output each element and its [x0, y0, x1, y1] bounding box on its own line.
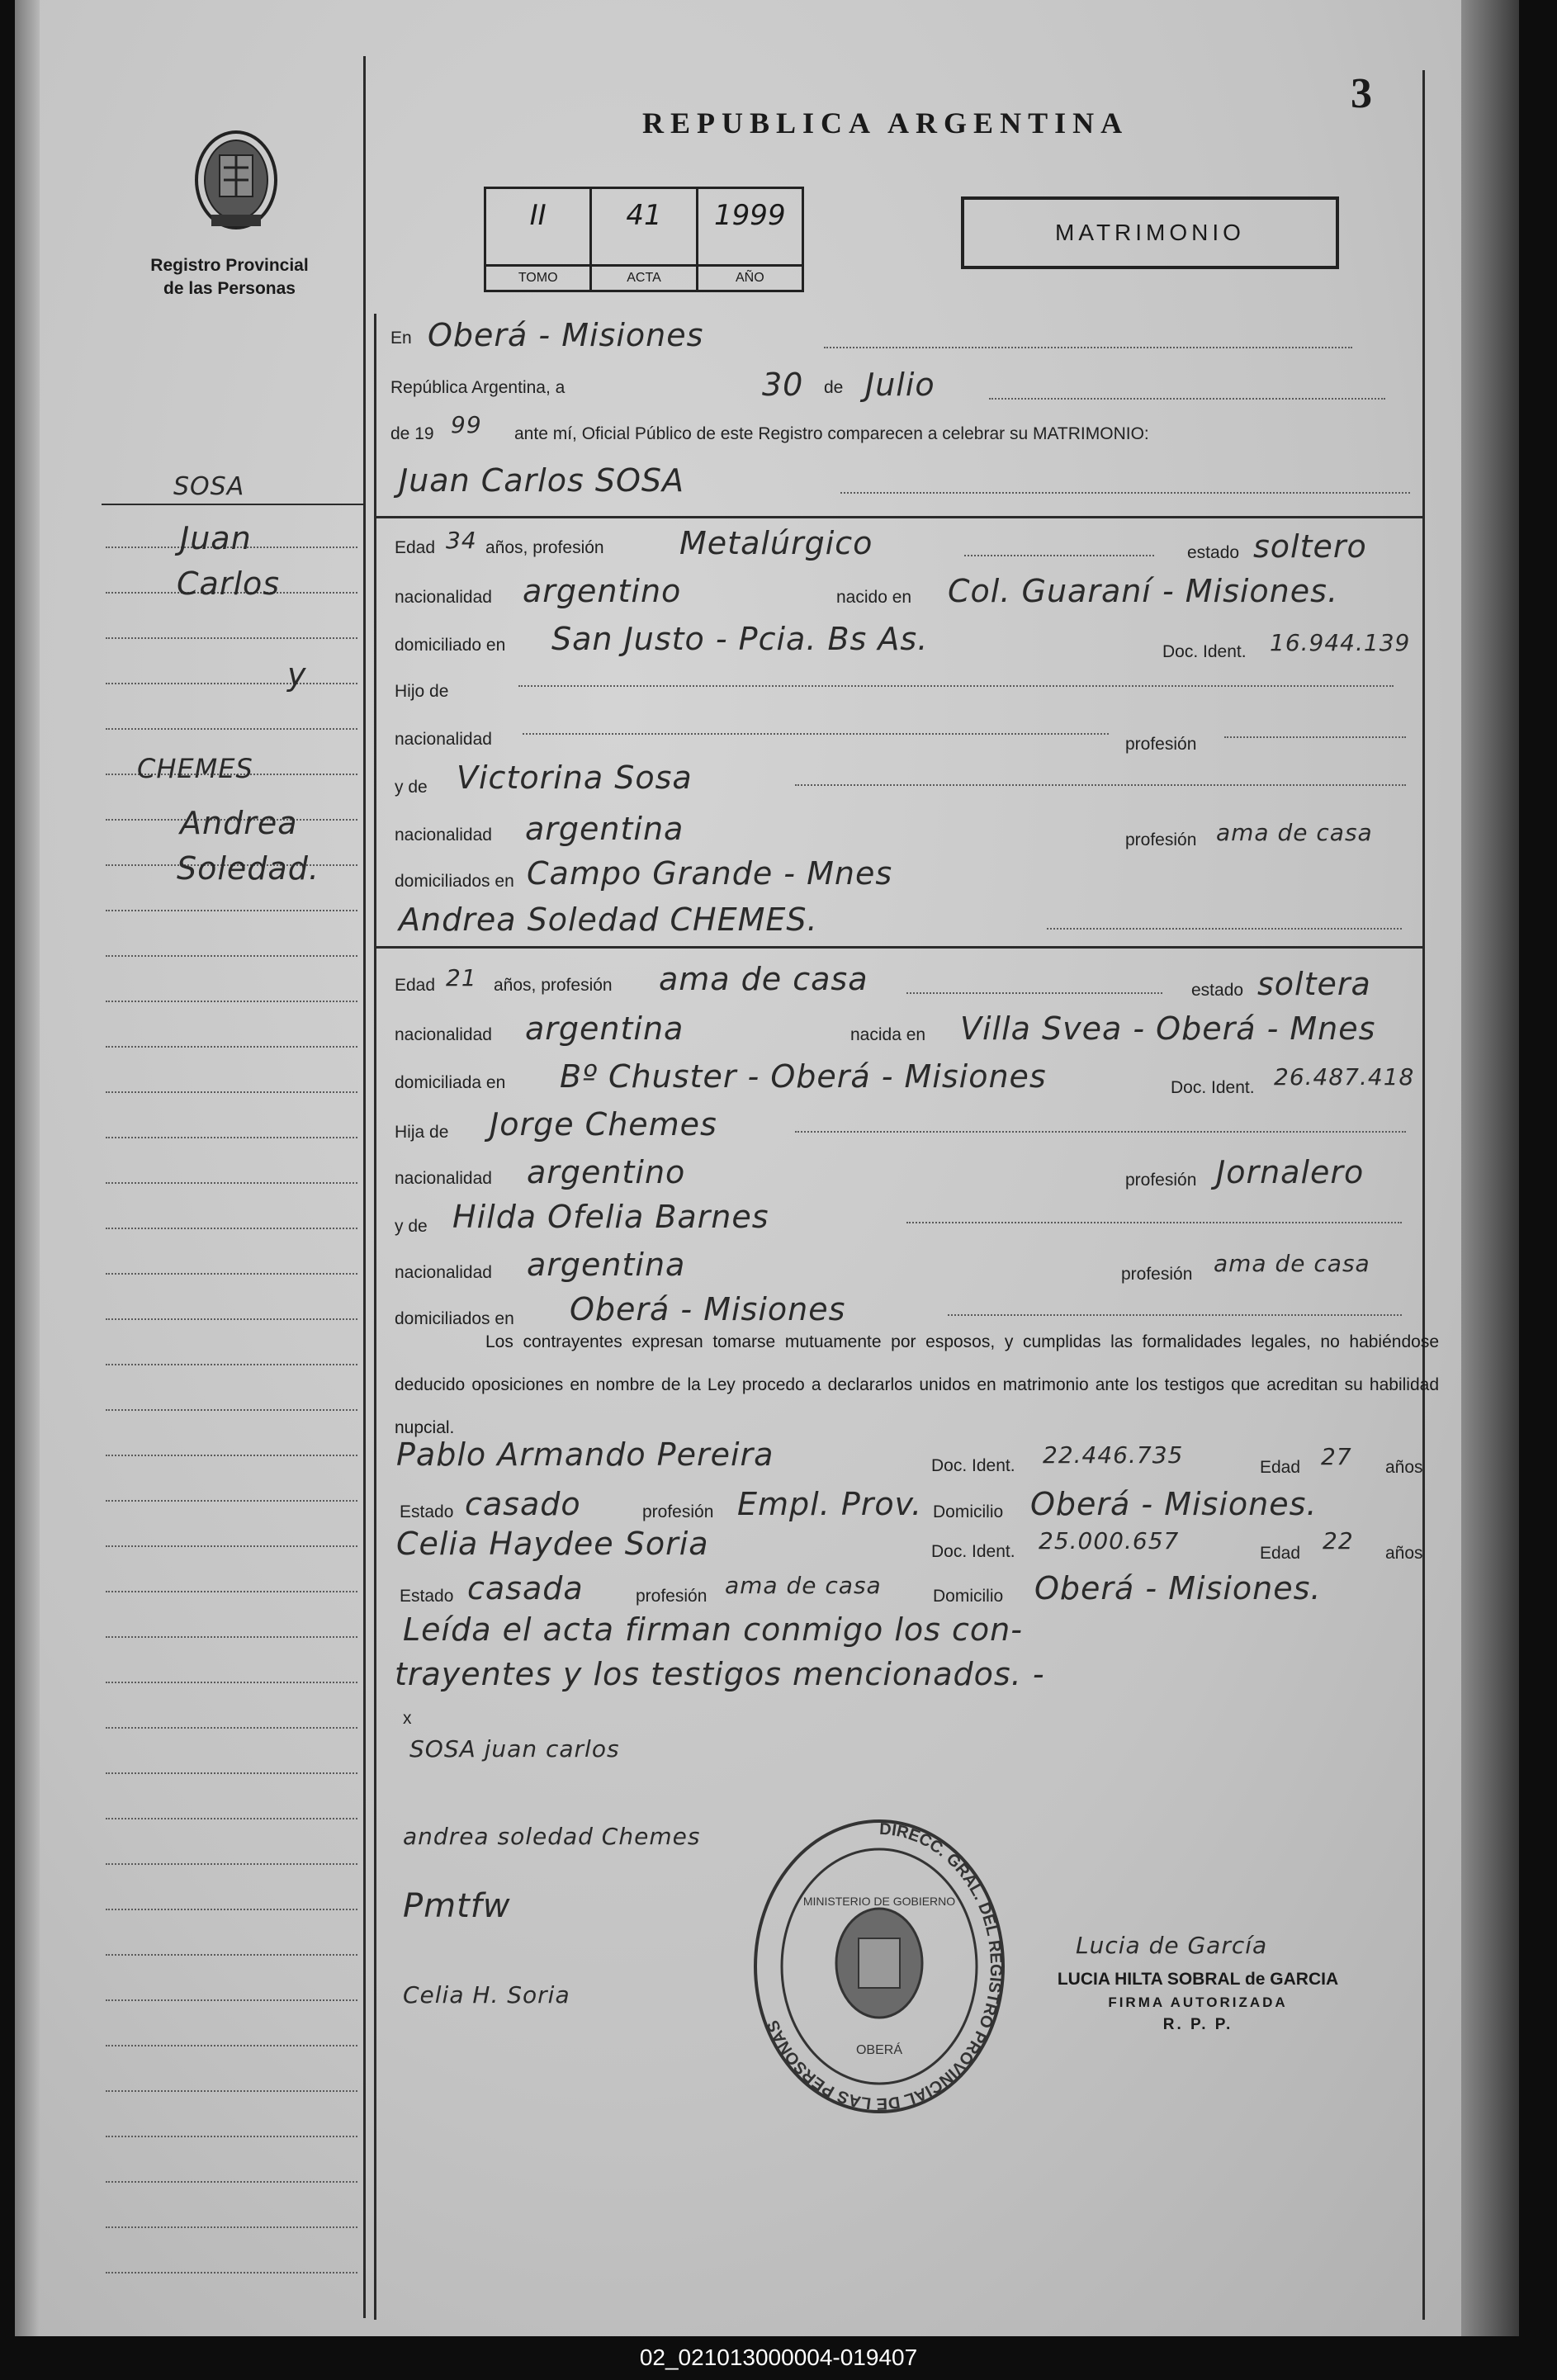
margin-rule-line	[106, 2181, 357, 2183]
groom-profession-dots	[964, 555, 1154, 556]
margin-rule-line	[106, 1772, 357, 1774]
bride-nac3-label: nacionalidad	[395, 1263, 492, 1282]
misiones-crest-icon	[187, 122, 286, 238]
margin-rule-line	[106, 637, 357, 639]
margin-rule-line	[106, 1046, 357, 1048]
bride-full-name: Andrea Soledad CHEMES.	[399, 901, 818, 938]
groom-domicile: San Justo - Pcia. Bs As.	[551, 621, 929, 657]
groom-estado: soltero	[1253, 528, 1367, 565]
groom-edad-label: Edad	[395, 538, 436, 557]
margin-connector: y	[287, 656, 307, 693]
groom-mother-nationality: argentina	[525, 811, 684, 847]
bride-prof-label: profesión	[1125, 1171, 1197, 1190]
witness-2-estado: casada	[467, 1570, 584, 1606]
groom-yde-label: y de	[395, 778, 428, 797]
intro-text: ante mí, Oficial Público de este Registro comparecen a celebrar su MATRIMONIO:	[514, 424, 1149, 443]
groom-estado-label: estado	[1187, 543, 1240, 562]
ano-cell	[698, 189, 802, 290]
witness-1-edad-label: Edad	[1260, 1458, 1301, 1477]
groom-nacido-label: nacido en	[836, 588, 912, 607]
margin-rule-line	[106, 1727, 357, 1729]
groom-profession: Metalúrgico	[679, 525, 873, 561]
seal-inner-text: MINISTERIO DE GOBIERNO	[802, 1895, 956, 1908]
groom-mother: Victorina Sosa	[457, 759, 693, 796]
closing-line-2: trayentes y los testigos mencionados. -	[395, 1656, 1045, 1692]
groom-father-dots	[518, 685, 1394, 687]
bride-father-profession: Jornalero	[1216, 1154, 1365, 1190]
place-dots	[824, 347, 1352, 348]
bride-doms-label: domiciliados en	[395, 1309, 514, 1328]
bride-yde-label: y de	[395, 1217, 428, 1236]
margin-rule-line	[106, 1318, 357, 1320]
witness-1-signature: Pmtfw	[403, 1887, 511, 1925]
groom-hijo-label: Hijo de	[395, 682, 449, 701]
bride-nationality: argentina	[525, 1010, 684, 1047]
witness-1-estado: casado	[465, 1486, 581, 1522]
witness-1-dom-label: Domicilio	[933, 1502, 1004, 1521]
groom-signature: SOSA juan carlos	[409, 1735, 620, 1763]
registry-seal-icon	[748, 1815, 1010, 2118]
witness-2-anos-label: años	[1385, 1544, 1423, 1563]
margin-bride-name-1: Andrea	[180, 805, 298, 841]
witness-2-name: Celia Haydee Soria	[396, 1526, 709, 1562]
ano-value: 1999	[714, 199, 786, 232]
witness-1-age: 27	[1321, 1443, 1352, 1470]
margin-groom-name-2: Carlos	[177, 565, 281, 602]
witness-1-prof-label: profesión	[642, 1502, 714, 1521]
margin-rule-line	[106, 2226, 357, 2228]
witness-2-estado-label: Estado	[400, 1587, 454, 1606]
tomo-label: TOMO	[486, 264, 589, 290]
bride-estado: soltera	[1257, 966, 1371, 1002]
groom-father-prof-dots	[1224, 736, 1406, 738]
bride-profession: ama de casa	[659, 961, 868, 997]
bride-domicile: Bº Chuster - Oberá - Misiones	[560, 1058, 1047, 1095]
margin-top-rule	[102, 504, 364, 505]
groom-doc-label: Doc. Ident.	[1162, 642, 1247, 661]
bride-edad-label: Edad	[395, 976, 436, 995]
tomo-value: II	[529, 199, 547, 232]
groom-full-name: Juan Carlos SOSA	[399, 462, 685, 499]
record-type-box: MATRIMONIO	[961, 196, 1339, 269]
acta-cell	[592, 189, 698, 290]
bride-mother-nationality: argentina	[527, 1247, 686, 1283]
bride-signature: andrea soledad Chemes	[403, 1823, 701, 1850]
de-label: de	[824, 378, 844, 397]
book-spine-edge	[1461, 0, 1519, 2336]
margin-rule-line	[106, 1364, 357, 1365]
republica-label: República Argentina, a	[390, 378, 566, 397]
witness-2-signature: Celia H. Soria	[403, 1981, 570, 2009]
margin-groom-name-1: Juan	[180, 520, 252, 556]
bride-parents-domicile: Oberá - Misiones	[570, 1291, 846, 1327]
margin-rule-line	[106, 910, 357, 911]
year-prefix: de 19	[390, 424, 434, 443]
groom-birthplace: Col. Guaraní - Misiones.	[948, 573, 1339, 609]
witness-2-doc: 25.000.657	[1039, 1527, 1180, 1554]
bride-father: Jorge Chemes	[490, 1106, 717, 1143]
margin-rule	[363, 56, 366, 2318]
en-label: En	[390, 329, 412, 348]
margin-rule-line	[106, 1409, 357, 1411]
groom-nationality: argentino	[523, 573, 682, 609]
tomo-cell	[486, 189, 592, 290]
witness-2-domicile: Oberá - Misiones.	[1034, 1570, 1322, 1606]
groom-parents-domicile: Campo Grande - Mnes	[527, 855, 893, 892]
groom-father-nat-dots	[523, 733, 1109, 735]
record-box	[484, 187, 804, 292]
margin-bride-name-2: Soledad.	[177, 850, 319, 887]
officer-block	[1037, 1970, 1359, 2034]
witness-1-name: Pablo Armando Pereira	[396, 1436, 774, 1473]
bride-age: 21	[446, 964, 477, 991]
margin-rule-inner	[374, 314, 376, 2320]
bride-mother: Hilda Ofelia Barnes	[452, 1199, 769, 1235]
bride-estado-label: estado	[1191, 981, 1244, 1000]
groom-dom-label: domiciliado en	[395, 636, 506, 655]
bride-section-rule	[374, 946, 1422, 949]
margin-rule-line	[106, 1545, 357, 1547]
bride-nac-label: nacionalidad	[395, 1025, 492, 1044]
signature-mark: x	[403, 1709, 412, 1728]
year-suffix: 99	[451, 411, 482, 438]
acta-label: ACTA	[592, 264, 695, 290]
margin-rule-line	[106, 1273, 357, 1275]
margin-rule-line	[106, 1137, 357, 1138]
seal-bottom-text: OBERÁ	[855, 2043, 903, 2057]
groom-mother-profession: ama de casa	[1216, 819, 1373, 846]
groom-mother-dots	[795, 784, 1406, 786]
bride-name-dots	[1047, 928, 1402, 930]
witness-1-domicile: Oberá - Misiones.	[1030, 1486, 1318, 1522]
margin-rule-line	[106, 1091, 357, 1093]
groom-nac3-label: nacionalidad	[395, 826, 492, 845]
acta-value: 41	[626, 199, 662, 232]
bride-birthplace: Villa Svea - Oberá - Mnes	[960, 1010, 1376, 1047]
witness-2-prof-label: profesión	[636, 1587, 708, 1606]
margin-rule-line	[106, 955, 357, 957]
margin-rule-line	[106, 1636, 357, 1638]
groom-nac2-label: nacionalidad	[395, 730, 492, 749]
margin-rule-line	[106, 1682, 357, 1683]
margin-rule-line	[106, 2272, 357, 2274]
margin-rule-line	[106, 1863, 357, 1865]
groom-prof-label: profesión	[1125, 735, 1197, 754]
margin-rule-line	[106, 1500, 357, 1502]
margin-rule-line	[106, 1954, 357, 1956]
margin-rule-line	[106, 2136, 357, 2137]
bride-father-dots	[795, 1131, 1406, 1133]
officer-signature: Lucia de García	[1076, 1932, 1268, 1959]
margin-bride-surname: CHEMES	[137, 753, 253, 784]
margin-rule-line	[106, 1455, 357, 1456]
registry-name: Registro Provincial de las Personas	[150, 256, 309, 298]
page-left-edge	[15, 0, 40, 2336]
margin-groom-surname: SOSA	[173, 472, 245, 501]
groom-age: 34	[446, 527, 477, 554]
day-value: 30	[762, 367, 804, 403]
bride-doc: 26.487.418	[1274, 1063, 1415, 1091]
groom-doms-label: domiciliados en	[395, 872, 514, 891]
bride-mother-dots	[906, 1222, 1402, 1223]
witness-2-edad-label: Edad	[1260, 1544, 1301, 1563]
groom-prof2-label: profesión	[1125, 830, 1197, 849]
witness-2-profession: ama de casa	[725, 1572, 882, 1599]
bride-nac2-label: nacionalidad	[395, 1169, 492, 1188]
bride-doc-label: Doc. Ident.	[1171, 1078, 1255, 1097]
month-value: Julio	[865, 367, 935, 403]
officer-title: FIRMA AUTORIZADA	[1108, 1994, 1288, 2010]
officer-name: LUCIA HILTA SOBRAL de GARCIA	[1057, 1970, 1339, 1989]
groom-doc: 16.944.139	[1270, 629, 1411, 656]
groom-section-rule	[374, 516, 1422, 518]
margin-rule-line	[106, 1909, 357, 1910]
bride-prof2-label: profesión	[1121, 1265, 1193, 1284]
bride-anos-label: años, profesión	[494, 976, 613, 995]
bride-nacida-label: nacida en	[850, 1025, 926, 1044]
witness-1-profession: Empl. Prov.	[737, 1486, 923, 1522]
margin-rule-line	[106, 683, 357, 684]
footer-id: 02_021013000004-019407	[639, 2345, 918, 2370]
bride-dom-label: domiciliada en	[395, 1073, 506, 1092]
margin-rule-line	[106, 1228, 357, 1229]
country-title: REPUBLICA ARGENTINA	[642, 106, 1129, 140]
ano-label: AÑO	[698, 264, 802, 290]
witness-2-doc-label: Doc. Ident.	[931, 1542, 1015, 1561]
witness-2-age: 22	[1323, 1527, 1354, 1554]
groom-name-dots	[840, 492, 1410, 494]
officer-rpp: R. P. P.	[1162, 2016, 1233, 2033]
margin-rule-line	[106, 2090, 357, 2092]
bride-hija-label: Hija de	[395, 1123, 449, 1142]
bride-mother-profession: ama de casa	[1214, 1250, 1370, 1277]
bride-profession-dots	[906, 992, 1162, 994]
margin-rule-line	[106, 2045, 357, 2046]
witness-2-dom-label: Domicilio	[933, 1587, 1004, 1606]
margin-rule-line	[106, 1999, 357, 2001]
groom-nac-label: nacionalidad	[395, 588, 492, 607]
bride-parents-dots	[948, 1314, 1402, 1316]
closing-line-1: Leída el acta firman conmigo los con-	[403, 1611, 1023, 1648]
seal-ring-text: DIRECC. GRAL. DEL REGISTRO PROVINCIAL DE LAS PERSONAS	[764, 1819, 1006, 2113]
margin-rule-line	[106, 1001, 357, 1002]
margin-rule-line	[106, 1591, 357, 1592]
declaration-text: Los contrayentes expresan tomarse mutuamente por esposos, y cumplidas las formalidades legales, no habiéndose deducido oposiciones en nombre de la Ley procedo a declararlos unidos en matrimonio ante los testigos que acreditan su habilidad nupcial.	[395, 1332, 1439, 1437]
month-dots	[989, 398, 1385, 400]
witness-1-estado-label: Estado	[400, 1502, 454, 1521]
place-value: Oberá - Misiones	[428, 317, 704, 353]
margin-rule-line	[106, 1818, 357, 1819]
witness-1-anos-label: años	[1385, 1458, 1423, 1477]
groom-anos-label: años, profesión	[485, 538, 604, 557]
margin-rule-line	[106, 728, 357, 730]
bride-father-nationality: argentino	[527, 1154, 686, 1190]
record-page	[15, 0, 1519, 2336]
witness-1-doc: 22.446.735	[1043, 1441, 1184, 1469]
witness-1-doc-label: Doc. Ident.	[931, 1456, 1015, 1475]
right-rule	[1422, 70, 1425, 2320]
margin-rule-line	[106, 1182, 357, 1184]
page-number: 3	[1351, 70, 1372, 117]
